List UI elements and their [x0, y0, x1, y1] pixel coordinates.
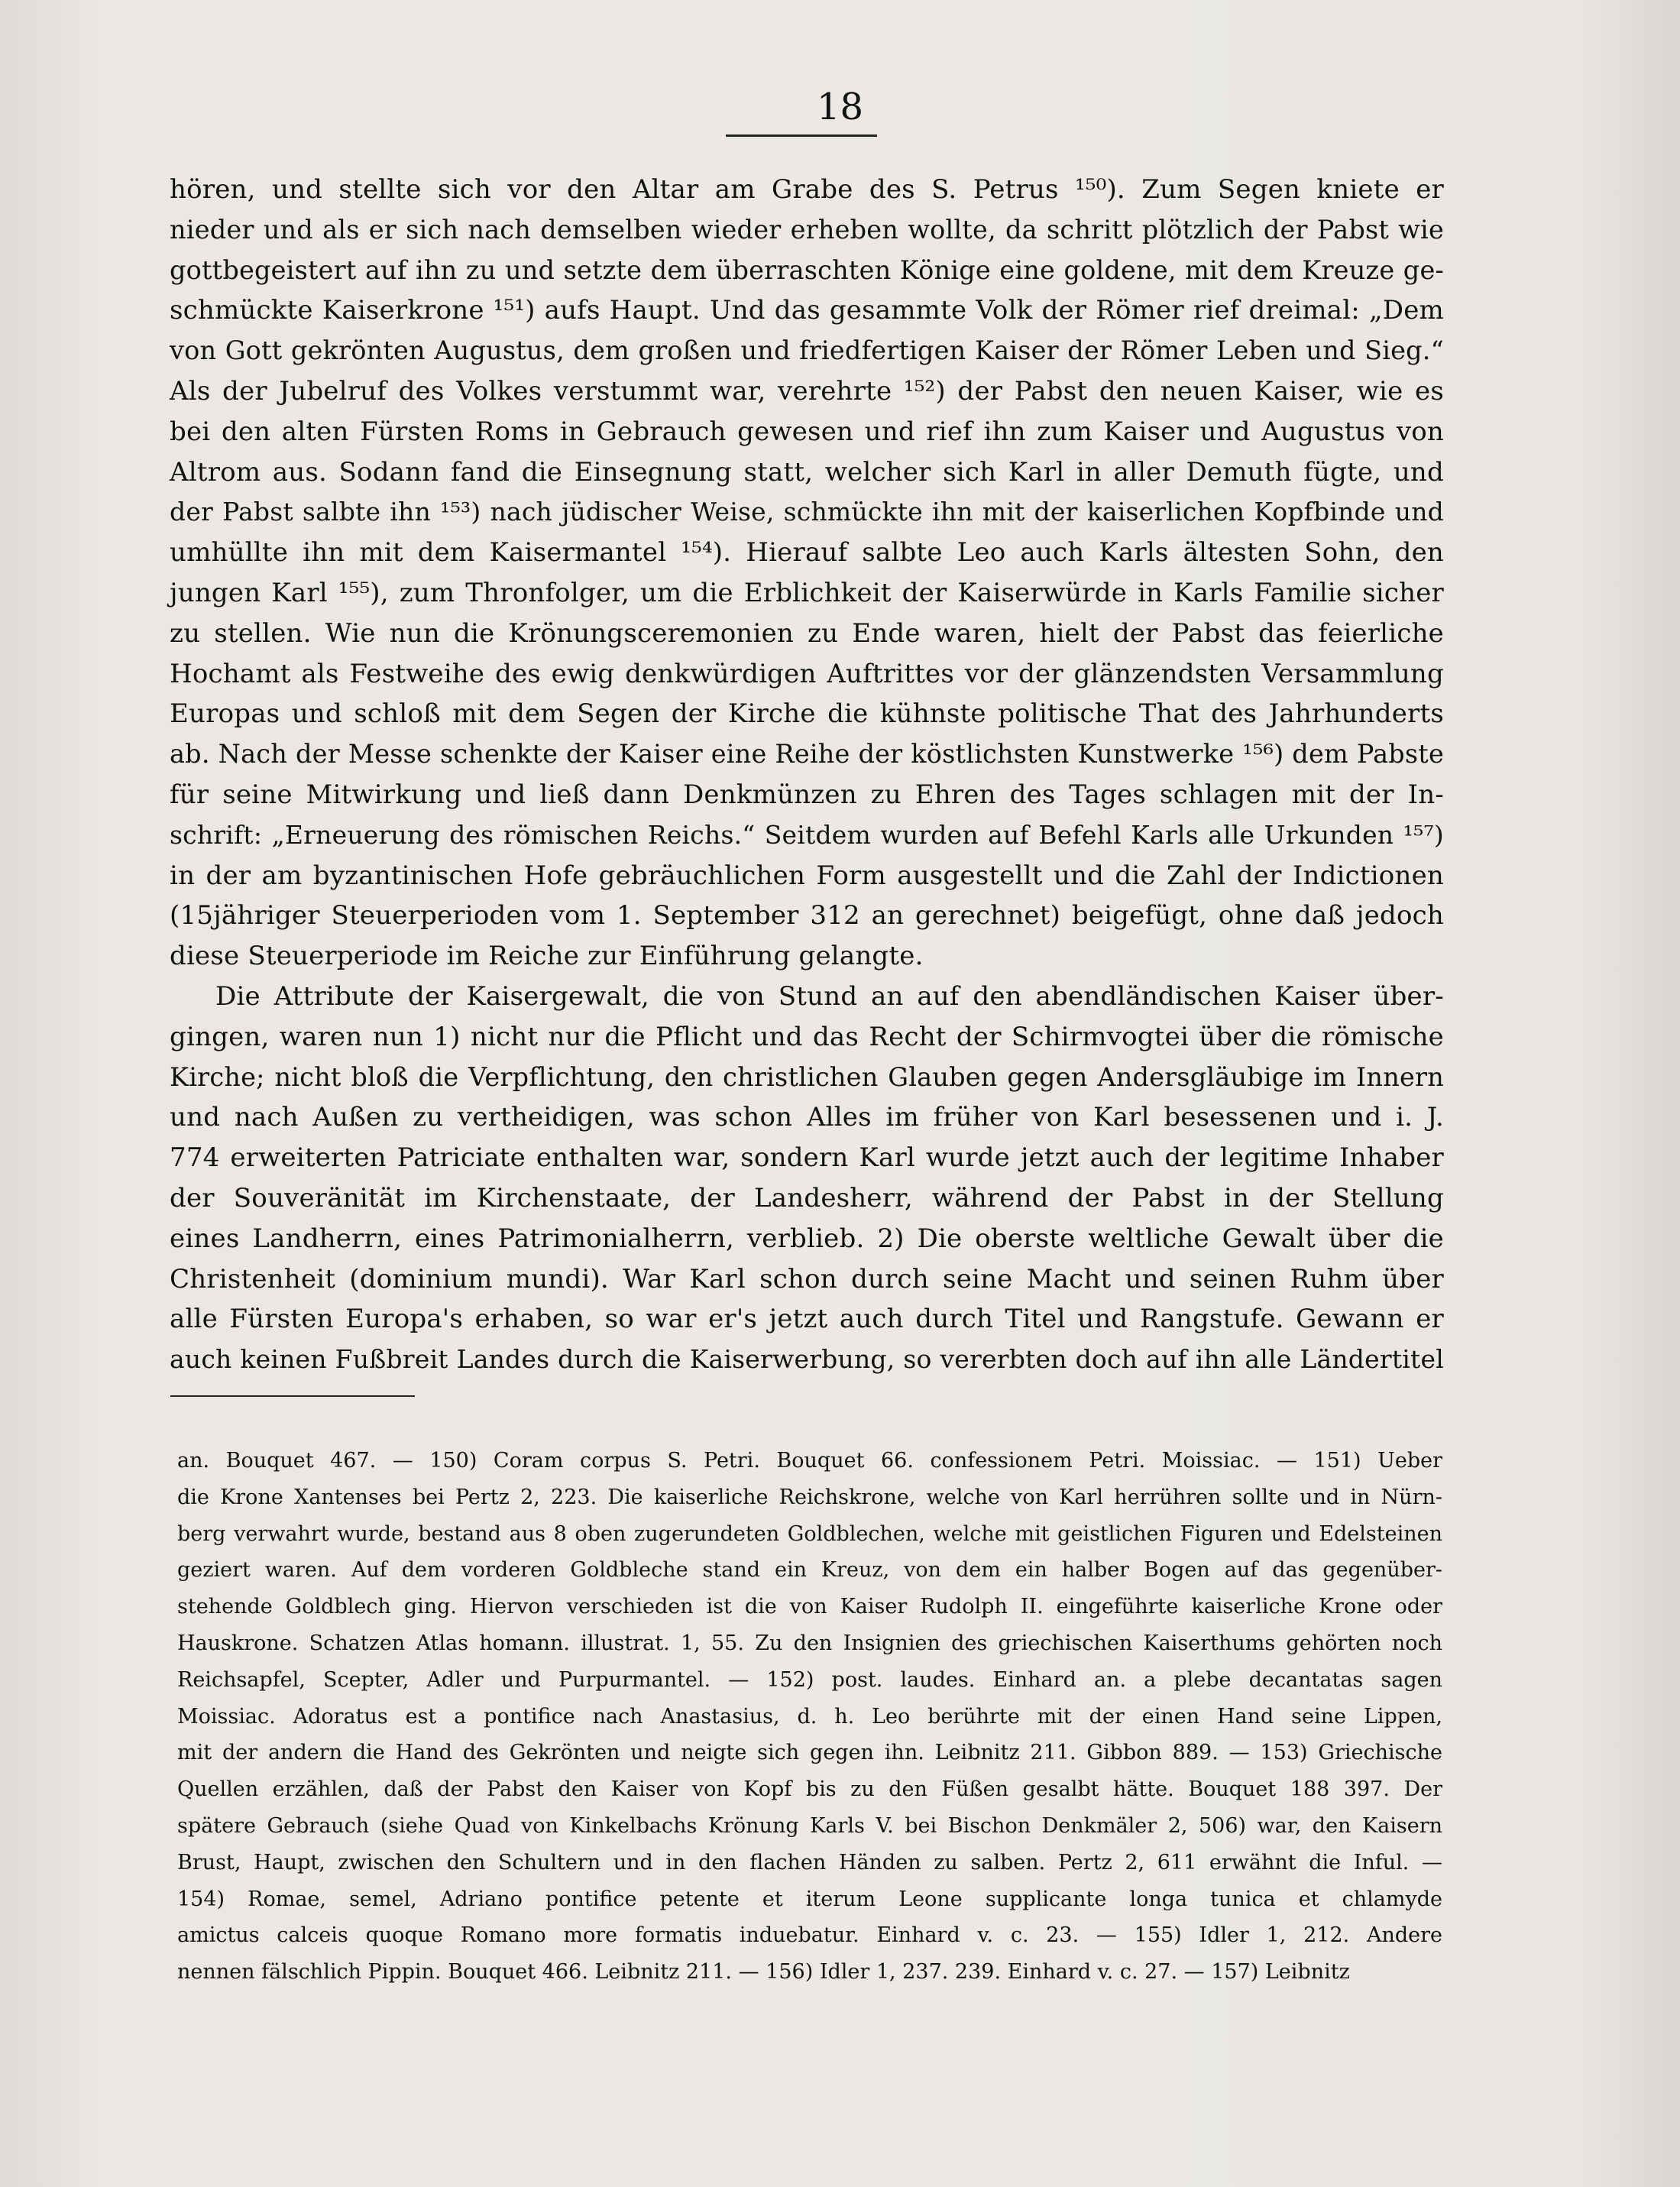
footnote-line: stehende Goldblech ging. Hiervon verschieden ist die von Kaiser Rudolph II. eingeführte kaiserliche Krone oder — [177, 1595, 1442, 1619]
footnote-line: Quellen erzählen, daß der Pabst den Kaiser von Kopf bis zu den Füßen gesalbt hätte. Bouquet 188 397. Der — [177, 1777, 1442, 1802]
text-line: Hochamt als Festweihe des ewig denkwürdigen Auftrittes vor der glänzendsten Versammlung — [170, 658, 1444, 689]
text-line: 774 erweiterten Patriciate enthalten war, sondern Karl wurde jetzt auch der legitime Inhaber — [170, 1142, 1444, 1174]
text-line: der Pabst salbte ihn ¹⁵³) nach jüdischer Weise, schmückte ihn mit der kaiserlichen Kopfbinde und — [170, 497, 1444, 527]
header-rule — [726, 134, 877, 137]
text-line: der Souveränität im Kirchenstaate, der Landesherr, während der Pabst in der Stellung — [170, 1182, 1444, 1213]
footnote-line: 154) Romae, semel, Adriano pontifice petente et iterum Leone supplicante longa tunica et chlamyde — [177, 1887, 1442, 1911]
text-line: von Gott gekrönten Augustus, dem großen und friedfertigen Kaiser der Römer Leben und Sieg.“ — [170, 335, 1444, 366]
footnote-line: Brust, Haupt, zwischen den Schultern und in den flachen Händen zu salben. Pertz 2, 611 erwähnt die Inful. — — [177, 1850, 1442, 1874]
text-line: (15jähriger Steuerperioden vom 1. September 312 an gerechnet) beigefügt, ohne daß jedoch — [170, 900, 1444, 932]
text-line: nieder und als er sich nach demselben wieder erheben wollte, da schritt plötzlich der Pabst wie — [170, 214, 1444, 245]
text-line: diese Steuerperiode im Reiche zur Einführung gelangte. — [170, 941, 924, 972]
text-line: zu stellen. Wie nun die Krönungsceremonien zu Ende waren, hielt der Pabst das feierliche — [170, 617, 1444, 649]
footnote-line: berg verwahrt wurde, bestand aus 8 oben zugerundeten Goldblechen, welche mit geistlichen Figuren und Edelsteinen — [177, 1521, 1442, 1546]
footnote-line: nennen fälschlich Pippin. Bouquet 466. Leibnitz 211. — 156) Idler 1, 237. 239. Einhard v. c. 27. — 157) Leibnitz — [177, 1960, 1350, 1985]
footnote-line: amictus calceis quoque Romano more formatis induebatur. Einhard v. c. 23. — 155) Idler 1, 212. Andere — [177, 1923, 1442, 1948]
footnote-line: an. Bouquet 467. — 150) Coram corpus S. Petri. Bouquet 66. confessionem Petri. Moissiac. — 151) Ueber — [177, 1449, 1442, 1473]
footnote-line: Moissiac. Adoratus est a pontifice nach Anastasius, d. h. Leo berührte mit der einen Hand seine Lippen, — [177, 1704, 1442, 1729]
text-line: Als der Jubelruf des Volkes verstummt war, verehrte ¹⁵²) der Pabst den neuen Kaiser, wie es — [170, 375, 1444, 407]
text-line: ab. Nach der Messe schenkte der Kaiser eine Reihe der köstlichsten Kunstwerke ¹⁵⁶) dem Pabste — [170, 739, 1444, 770]
footnote-line: Reichsapfel, Scepter, Adler und Purpurmantel. — 152) post. laudes. Einhard an. a plebe decantatas sagen — [177, 1667, 1442, 1692]
footnote-line: geziert waren. Auf dem vorderen Goldbleche stand ein Kreuz, von dem ein halber Bogen auf das gegenüber- — [177, 1558, 1442, 1583]
main-text — [170, 170, 1444, 1380]
page-number: 18 — [816, 86, 864, 128]
text-line: Die Attribute der Kaisergewalt, die von Stund an auf den abendländischen Kaiser über- — [215, 980, 1444, 1012]
footnotes — [177, 1443, 1442, 1991]
text-line: alle Fürsten Europa's erhaben, so war er's jetzt auch durch Titel und Rangstufe. Gewann er — [170, 1304, 1444, 1335]
text-line: bei den alten Fürsten Roms in Gebrauch gewesen und rief ihn zum Kaiser und Augustus von — [170, 416, 1444, 447]
text-line: hören, und stellte sich vor den Altar am Grabe des S. Petrus ¹⁵⁰). Zum Segen kniete er — [170, 174, 1444, 205]
footnote-rule — [170, 1395, 415, 1397]
text-line: Europas und schloß mit dem Segen der Kirche die kühnste politische That des Jahrhunderts — [170, 698, 1444, 730]
footnote-line: spätere Gebrauch (siehe Quad von Kinkelbachs Krönung Karls V. bei Bischon Denkmäler 2, 506) war, den Kaisern — [177, 1813, 1442, 1838]
text-line: Kirche; nicht bloß die Verpflichtung, den christlichen Glauben gegen Andersgläubige im Innern — [170, 1061, 1444, 1092]
text-line: eines Landherrn, eines Patrimonialherrn, verblieb. 2) Die oberste weltliche Gewalt über die — [170, 1223, 1444, 1254]
footnote-line: die Krone Xantenses bei Pertz 2, 223. Die kaiserliche Reichskrone, welche von Karl herrühren sollte und in Nürn- — [177, 1485, 1442, 1509]
text-line: und nach Außen zu vertheidigen, was schon Alles im früher von Karl besessenen und i. J. — [170, 1102, 1444, 1133]
text-line: auch keinen Fußbreit Landes durch die Kaiserwerbung, so vererbten doch auf ihn alle Ländertitel — [170, 1344, 1444, 1375]
text-line: gingen, waren nun 1) nicht nur die Pflicht und das Recht der Schirmvogtei über die römische — [170, 1021, 1444, 1052]
text-line: Altrom aus. Sodann fand die Einsegnung statt, welcher sich Karl in aller Demuth fügte, und — [170, 456, 1444, 488]
text-line: schmückte Kaiserkrone ¹⁵¹) aufs Haupt. Und das gesammte Volk der Römer rief dreimal: „Dem — [170, 295, 1444, 326]
text-line: in der am byzantinischen Hofe gebräuchlichen Form ausgestellt und die Zahl der Indictionen — [170, 860, 1444, 891]
text-line: jungen Karl ¹⁵⁵), zum Thronfolger, um die Erblichkeit der Kaiserwürde in Karls Familie sicher — [170, 577, 1444, 608]
footnote-line: Hauskrone. Schatzen Atlas homann. illustrat. 1, 55. Zu den Insignien des griechischen Kaiserthums gehörten noch — [177, 1631, 1442, 1655]
text-line: für seine Mitwirkung und ließ dann Denkmünzen zu Ehren des Tages schlagen mit der In- — [170, 779, 1444, 810]
text-line: umhüllte ihn mit dem Kaisermantel ¹⁵⁴). Hierauf salbte Leo auch Karls ältesten Sohn, den — [170, 537, 1444, 569]
footnote-line: mit der andern die Hand des Gekrönten und neigte sich gegen ihn. Leibnitz 211. Gibbon 889. — 153) Griechische — [177, 1741, 1442, 1765]
text-line: Christenheit (dominium mundi). War Karl schon durch seine Macht und seinen Ruhm über — [170, 1263, 1444, 1294]
text-line: gottbegeistert auf ihn zu und setzte dem überraschten Könige eine goldene, mit dem Kreuze ge- — [170, 254, 1444, 285]
text-line: schrift: „Erneuerung des römischen Reichs.“ Seitdem wurden auf Befehl Karls alle Urkunden ¹⁵⁷) — [170, 819, 1444, 850]
